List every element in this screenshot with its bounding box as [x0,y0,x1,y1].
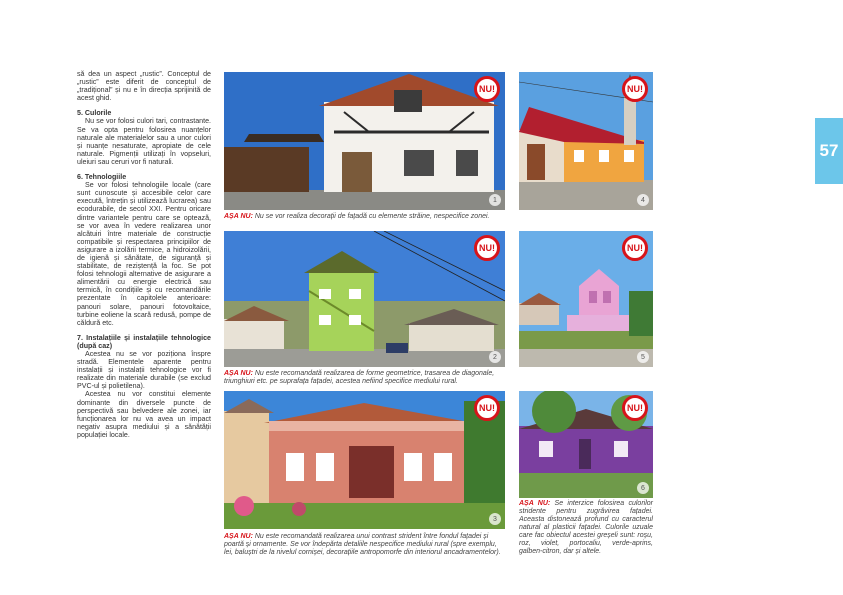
section-7-body-2: Acestea nu vor constitui elemente dominante din diversele puncte de perspectivă sau belvedere ale zonei, iar funcționarea lor nu va avea un impact negativ asupra mediului și a sănătății populației locale. [77,390,211,439]
warn-label: AȘA NU: [224,533,253,540]
warn-label: AȘA NU: [224,213,253,220]
photo-number: 6 [637,482,649,494]
text-column [77,70,211,439]
caption-3 [224,533,505,557]
nu-badge: NU! [622,76,648,102]
nu-badge: NU! [474,76,500,102]
photo-3 [224,391,505,529]
photo-number: 4 [637,194,649,206]
nu-badge: NU! [622,235,648,261]
photo-number: 2 [489,351,501,363]
section-5-body: Nu se vor folosi culori tari, contrastante. Se va opta pentru folosirea nuanțelor naturale ale materialelor sau a unor culori și nuanțe nesaturate, apropiate de cele naturale. Pigmenții utilizați în vopseluri, uleiuri sau ceruri vor fi naturali. [77,117,211,166]
caption-text: Nu se vor realiza decorații de fațadă cu elemente străine, nespecifice zonei. [254,213,490,220]
nu-badge: NU! [474,235,500,261]
section-6-title: 6. Tehnologiile [77,173,127,182]
caption-text: Nu este recomandată realizarea unui contrast strident între fondul fațadei și poartă și ornamente. Se vor îndepărta detaliile nespecifice mediului rural (spre exemplu, lei, baluștri de la nivelul cornișei, decorațiile antropomorfe din interiorul ancadramentelor). [224,533,501,556]
photo-1 [224,72,505,210]
section-7-title: 7. Instalațiile și instalațiile tehnologice (după caz) [77,333,211,350]
nu-badge: NU! [622,395,648,421]
photo-5 [519,231,653,367]
section-6-body: Se vor folosi tehnologiile locale (care sunt cunoscute și accesibile celor care execută, întrețin și utilizează lucrarea) sau ecodurabile, de secol XXI. Pentru oricare dintre variantele pentru care se optează, se vor avea în vedere realizarea unor alcătuiri între materiale de construcție compatibile și respectarea principiilor de asigurare a izolării termice, a hidroizolării, de igienă și sănătate, de siguranță și stabilitate, de reziștență la foc. Se pot folosi tehnologii alternative de asigurare a alimentării cu energie electrică sau termică, în condițiile și cu recomandările prezentate în capitolele anterioare: panouri solare, panouri fotovoltaice, turbine eoliene la scară redusă, pompe de căldură etc. [77,181,211,327]
caption-4 [519,500,653,556]
caption-text: Se interzice folosirea culorilor stridente pentru zugrăvirea fațadei. Aceasta distonează profund cu caracterul natural al plasticii fațadei. Culorile uzuale care fac obiectul acestei greșeli sunt: roșu, roz, violet, portocaliu, verde-aprins, galben-citron, dar și altele. [519,500,653,555]
caption-text: Nu este recomandată realizarea de forme geometrice, trasarea de diagonale, triunghiuri etc. pe suprafața fațadei, acestea nefiind specifice mediului rural. [224,370,495,385]
nu-badge: NU! [474,395,500,421]
caption-1 [224,213,505,221]
photo-number: 1 [489,194,501,206]
photo-2 [224,231,505,367]
photo-4 [519,72,653,210]
page-number-tab: 57 [815,118,843,184]
photo-number: 3 [489,513,501,525]
section-7-body-1: Acestea nu se vor poziționa înspre stradă. Elementele aparente pentru instalații și instalații tehnologice vor fi realizate din materiale durabile (se exclud PVC-ul și polietilena). [77,350,211,391]
caption-2 [224,370,505,386]
warn-label: AȘA NU: [224,370,253,377]
section-5-title: 5. Culorile [77,109,112,118]
photo-number: 5 [637,351,649,363]
intro-paragraph: să dea un aspect „rustic”. Conceptul de „rustic” este diferit de conceptul de „tradițional” și nu e în direcția sprijinită de acest ghid. [77,70,211,103]
warn-label: AȘA NU: [519,500,551,507]
photo-6 [519,391,653,498]
